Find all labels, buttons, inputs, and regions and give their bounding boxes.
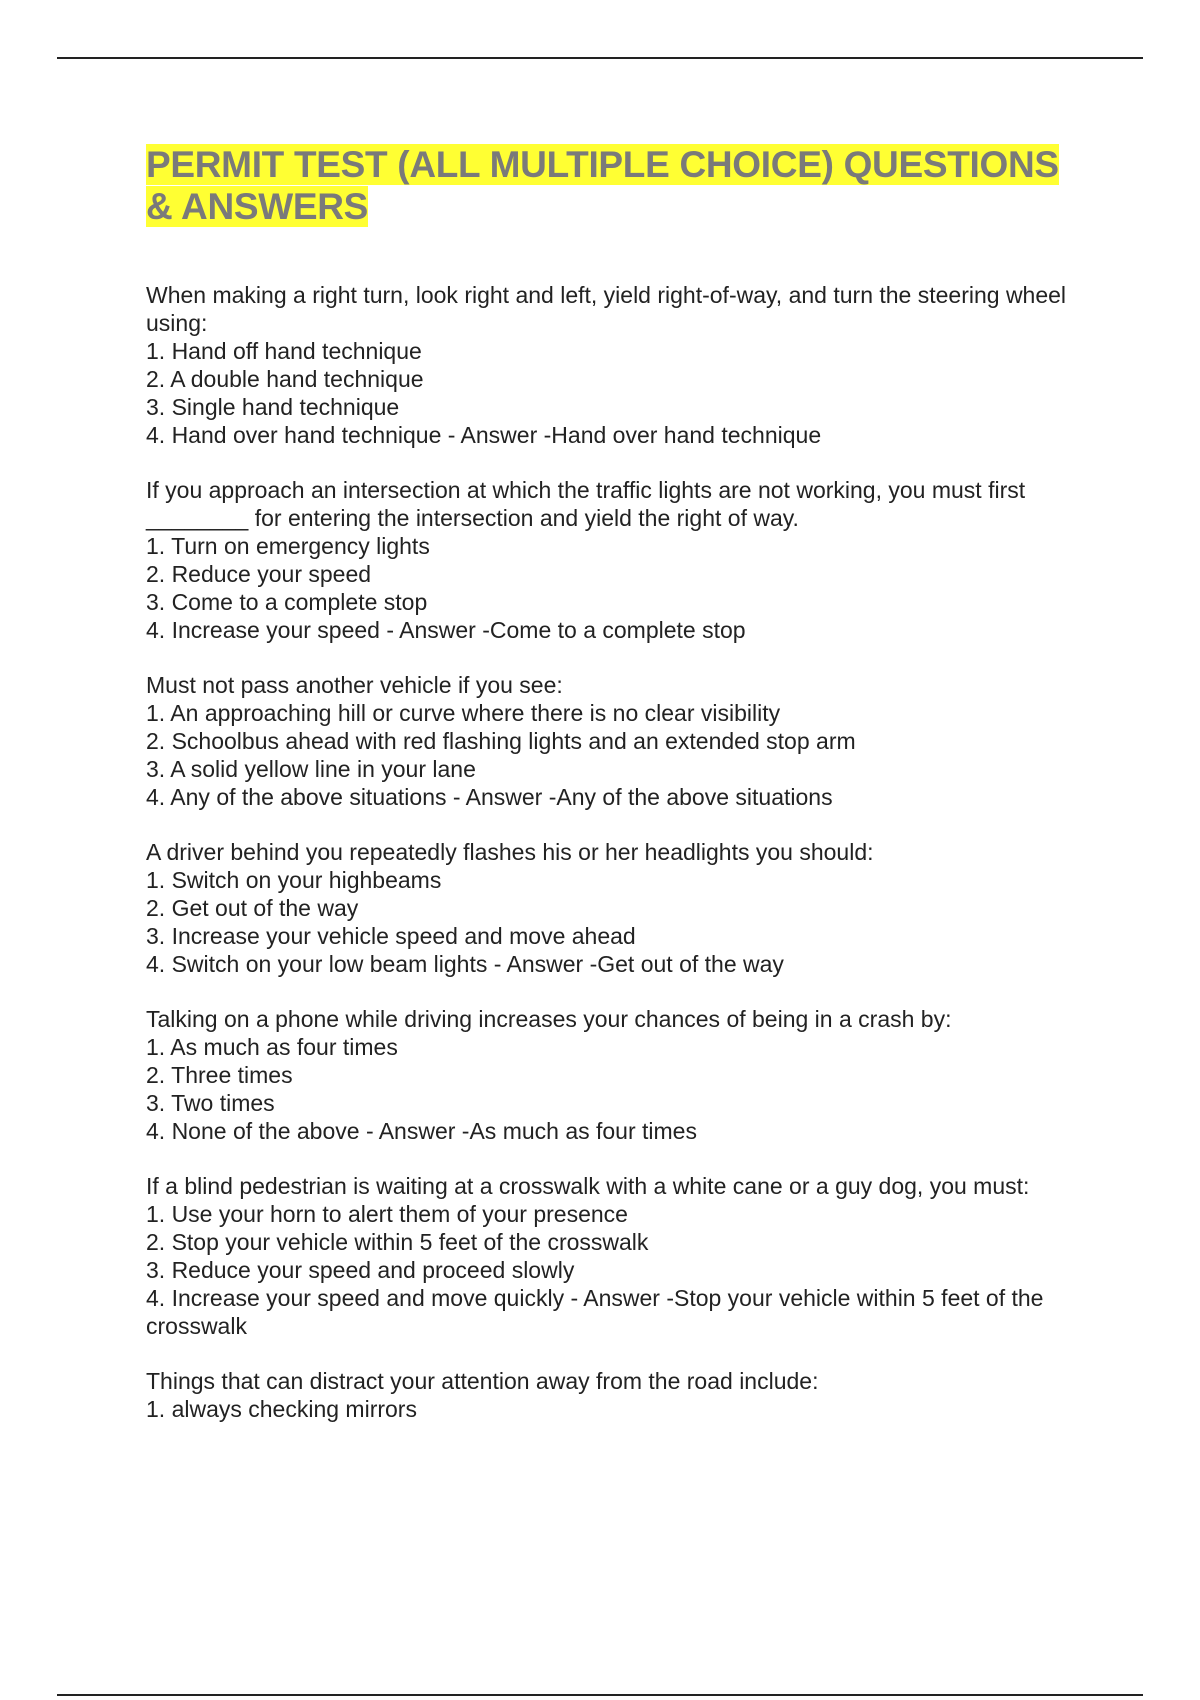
question-block	[146, 1367, 1086, 1423]
document-body	[146, 144, 1086, 1450]
question-block	[146, 476, 1086, 644]
question-block	[146, 838, 1086, 978]
answer-option-with-answer: 4. Increase your speed - Answer -Come to a complete stop	[146, 617, 746, 643]
answer-option: 3. Increase your vehicle speed and move ahead	[146, 923, 636, 949]
question-block	[146, 1172, 1086, 1340]
bottom-rule	[57, 1694, 1143, 1696]
answer-option-with-answer: 4. Any of the above situations - Answer -Any of the above situations	[146, 784, 833, 810]
question-block	[146, 1005, 1086, 1145]
answer-option: 1. Switch on your highbeams	[146, 867, 442, 893]
answer-option-with-answer: 4. Increase your speed and move quickly - Answer -Stop your vehicle within 5 feet of the crosswalk	[146, 1285, 1044, 1339]
answer-option: 1. Hand off hand technique	[146, 338, 422, 364]
answer-option: 2. Get out of the way	[146, 895, 359, 921]
answer-option-with-answer: 4. Switch on your low beam lights - Answer -Get out of the way	[146, 951, 784, 977]
question-block	[146, 281, 1086, 449]
answer-option: 3. Come to a complete stop	[146, 589, 428, 615]
answer-option: 3. A solid yellow line in your lane	[146, 756, 476, 782]
document-title	[146, 144, 1086, 228]
answer-option-with-answer: 4. Hand over hand technique - Answer -Hand over hand technique	[146, 422, 822, 448]
question-text: Things that can distract your attention away from the road include:	[146, 1368, 819, 1394]
question-text: If a blind pedestrian is waiting at a crosswalk with a white cane or a guy dog, you must:	[146, 1173, 1030, 1199]
answer-option: 2. A double hand technique	[146, 366, 424, 392]
question-list	[146, 281, 1086, 1423]
question-block	[146, 671, 1086, 811]
question-text: Must not pass another vehicle if you see:	[146, 672, 563, 698]
answer-option: 1. Use your horn to alert them of your presence	[146, 1201, 628, 1227]
question-text: Talking on a phone while driving increases your chances of being in a crash by:	[146, 1006, 952, 1032]
answer-option: 2. Stop your vehicle within 5 feet of the crosswalk	[146, 1229, 649, 1255]
question-text: A driver behind you repeatedly flashes his or her headlights you should:	[146, 839, 874, 865]
answer-option: 2. Reduce your speed	[146, 561, 372, 587]
answer-option: 3. Single hand technique	[146, 394, 400, 420]
title-highlight: PERMIT TEST (ALL MULTIPLE CHOICE) QUESTIONS & ANSWERS	[146, 144, 1059, 227]
question-text: If you approach an intersection at which the traffic lights are not working, you must first ________ for entering the intersection and yield the right of way.	[146, 477, 1026, 531]
answer-option: 3. Reduce your speed and proceed slowly	[146, 1257, 575, 1283]
answer-option: 1. always checking mirrors	[146, 1396, 417, 1422]
top-rule	[57, 57, 1143, 59]
answer-option: 1. An approaching hill or curve where there is no clear visibility	[146, 700, 781, 726]
answer-option: 2. Schoolbus ahead with red flashing lights and an extended stop arm	[146, 728, 856, 754]
answer-option-with-answer: 4. None of the above - Answer -As much as four times	[146, 1118, 697, 1144]
answer-option: 1. Turn on emergency lights	[146, 533, 430, 559]
question-text: When making a right turn, look right and left, yield right-of-way, and turn the steering wheel using:	[146, 282, 1067, 336]
answer-option: 1. As much as four times	[146, 1034, 398, 1060]
answer-option: 3. Two times	[146, 1090, 275, 1116]
answer-option: 2. Three times	[146, 1062, 293, 1088]
